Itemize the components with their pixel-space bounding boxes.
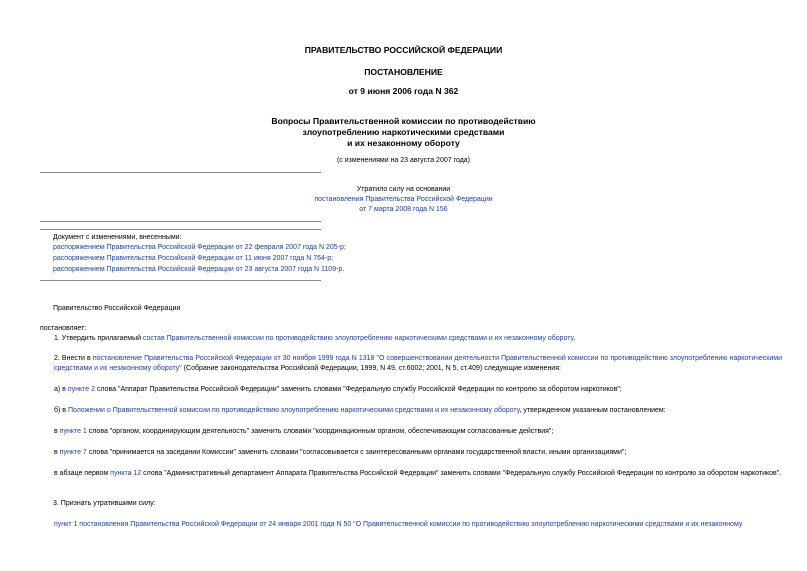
document-date-number: от 9 июня 2006 года N 362 [348, 86, 459, 96]
paragraph-b1: в пункте 1 слова "органом, координирующим деятельность" заменить словами "координационным органом, обеспечивающим согласованные действия"; [54, 428, 554, 435]
point-7-link[interactable]: пункте 7 [59, 449, 87, 456]
paragraph-3: 3. Признать утратившими силу: [53, 500, 156, 507]
repeal-link-line-2[interactable]: от 7 марта 2008 года N 156 [359, 206, 448, 213]
repeal-link-line-1[interactable]: постановления Правительства Российской Федерации [314, 196, 493, 203]
amendment-note: (с изменениями на 23 августа 2007 года) [336, 157, 471, 164]
regulation-link[interactable]: Положении о Правительственной комиссии по противодействию злоупотреблению наркотическими средствами и их незаконному обороту [67, 407, 520, 414]
point-2-link[interactable]: пункте 2 [67, 386, 95, 393]
point-12-link[interactable]: пункта 12 [110, 470, 142, 477]
divider-1 [40, 172, 321, 173]
divider-2 [40, 221, 321, 222]
issuer-text: Правительство Российской Федерации [53, 305, 181, 312]
repeal-status: Утратило силу на основании [356, 186, 451, 193]
divider-3 [40, 229, 321, 230]
paragraph-b3: в абзаце первом пункта 12 слова "Административный департамент Аппарата Правительства Российской Федерации" заменить словами "Федеральную службу Российской Федерации по контролю за оборотом наркотиков". [54, 470, 782, 477]
paragraph-b2: в пункте 7 слова "принимается на заседании Комиссии" заменить словами "согласовывается с заинтересованными органами государственной власти, иными организациями"; [54, 449, 627, 456]
decree-1318-link[interactable]: постановление Правительства Российской Федерации от 30 ноября 1999 года N 1318 "О совершенствовании деятельности Правительственной комиссии по противодействию злоупотреблению наркотическими средствами и их незаконному обороту" [54, 355, 783, 372]
document-title-line-1: Вопросы Правительственной комиссии по противодействию [271, 116, 536, 126]
document-title-line-2: злоупотреблению наркотическими средствами [302, 127, 505, 137]
decrees-text: постановляет: [40, 325, 87, 332]
changes-intro: Документ с изменениями, внесенными: [53, 234, 182, 241]
repealed-item-link[interactable]: пункт 1 постановления Правительства Российской Федерации от 24 января 2001 года N 50 "О Правительственной комиссии по противодействию злоупотреблению наркотическими средствами и их незаконному [54, 521, 743, 528]
point-1-link[interactable]: пункте 1 [59, 428, 87, 435]
divider-4 [40, 280, 321, 281]
government-heading: ПРАВИТЕЛЬСТВО РОССИЙСКОЙ ФЕДЕРАЦИИ [304, 45, 503, 55]
composition-link[interactable]: состав Правительственной комиссии по противодействию злоупотреблению наркотическими средствами и их незаконному обороту [142, 335, 574, 342]
change-link-3[interactable]: распоряжением Правительства Российской Федерации от 23 августа 2007 года N 1109-р. [53, 266, 345, 273]
paragraph-2: 2. Внести в постановление Правительства Российской Федерации от 30 ноября 1999 года N 1318 "О совершенствовании деятельности Правительственной комиссии по противодействию злоупотреблению наркотическими средствами и их незаконному обороту" (Собрание законодательства Российской Федерации, 1999, N 49, ст.6002; 2001, N 5, ст.409) следующие изменения: [54, 355, 783, 372]
paragraph-b: б) в Положении о Правительственной комиссии по противодействию злоупотреблению наркотическими средствами и их незаконному обороту, утвержденном указанным постановлением: [54, 407, 666, 414]
change-link-2[interactable]: распоряжением Правительства Российской Федерации от 11 июня 2007 года N 764-р; [53, 255, 334, 262]
document-type: ПОСТАНОВЛЕНИЕ [364, 67, 443, 77]
change-link-1[interactable]: распоряжением Правительства Российской Федерации от 22 февраля 2007 года N 205-р; [53, 244, 346, 251]
paragraph-a: а) в пункте 2 слова "Аппарат Правительства Российской Федерации" заменить словами "Федеральную службу Российской Федерации по контролю за оборотом наркотиков"; [54, 386, 622, 393]
paragraph-1: 1. Утвердить прилагаемый состав Правительственной комиссии по противодействию злоупотреблению наркотическими средствами и их незаконному обороту. [54, 335, 576, 342]
document-title-line-3: и их незаконному обороту [347, 138, 460, 148]
